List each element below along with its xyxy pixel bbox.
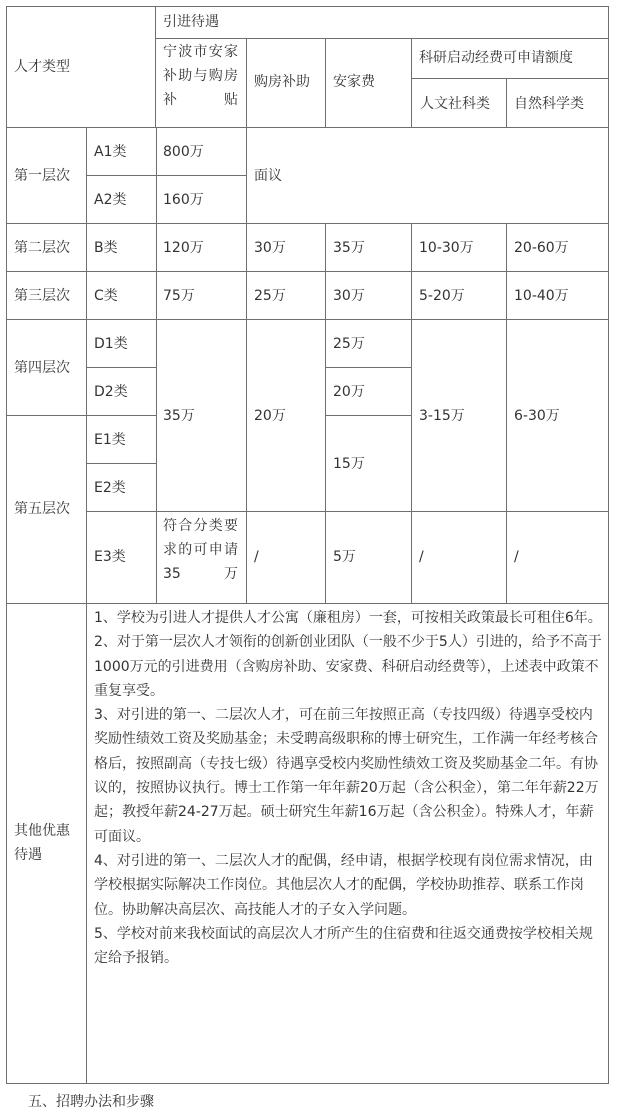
tier1-negotiable: 面议 [254,168,282,184]
table-border [155,6,156,128]
table-border [6,6,7,1084]
d-e-ningbo-value: 35万 [163,408,195,424]
table-border [86,175,247,176]
other-benefit-item-5: 5、学校对前来我校面试的高层次人才所产生的住宿费和往返交通费按学校相关规定给予报销。 [94,925,593,967]
header-ningbo-subsidy: 宁波市安家补助与购房补贴 [163,44,238,108]
table-border [6,127,609,128]
category-a2: A2类 [94,192,127,208]
e3-science-value: / [514,549,519,565]
d-e-housing-value: 20万 [254,408,286,424]
category-d1: D1类 [94,336,128,352]
header-benefits: 引进待遇 [163,14,219,30]
table-border [325,223,326,604]
category-e2: E2类 [94,480,126,496]
category-c: C类 [94,288,118,304]
table-border [608,6,609,1084]
table-border [6,271,609,272]
table-border [6,6,609,7]
b-settling-value: 35万 [333,240,365,256]
table-border [6,319,609,320]
b-housing-value: 30万 [254,240,286,256]
table-border [411,38,412,128]
e3-housing-value: / [254,549,259,565]
other-benefit-item-4: 4、对引进的第一、二层次人才的配偶，经申请，根据学校现有岗位需求情况，由学校根据实际解决工作岗位。其他层次人才的配偶，学校协助推荐、联系工作岗位。协助解决高层次、高技能人才的子女入学问题。 [94,852,593,918]
e3-ningbo-value: 符合分类要求的可申请35万 [163,518,238,582]
table-border [325,367,412,368]
c-ningbo-value: 75万 [163,288,195,304]
table-border [325,38,326,128]
d-e-humanities-value: 3-15万 [419,408,465,424]
c-housing-value: 25万 [254,288,286,304]
category-e1: E1类 [94,432,126,448]
table-border [411,223,412,604]
tier-4-label: 第四层次 [14,360,70,376]
category-b: B类 [94,240,118,256]
e-settling-value: 15万 [333,456,365,472]
table-border [411,78,609,79]
d-e-science-value: 6-30万 [514,408,560,424]
table-border [6,415,157,416]
b-humanities-value: 10-30万 [419,240,474,256]
table-border [86,463,157,464]
header-settling-fee: 安家费 [333,74,375,90]
section-heading: 五、招聘办法和步骤 [28,1094,154,1110]
b-ningbo-value: 120万 [163,240,204,256]
a2-ningbo-value: 160万 [163,192,204,208]
header-research-funds: 科研启动经费可申请额度 [419,50,573,66]
category-d2: D2类 [94,384,128,400]
c-science-value: 10-40万 [514,288,569,304]
header-housing-subsidy: 购房补助 [254,74,310,90]
table-border [6,1083,609,1084]
table-border [155,38,609,39]
other-benefits-label: 其他优惠待遇 [14,823,70,863]
d1-settling-value: 25万 [333,336,365,352]
other-benefit-item-2: 2、对于第一层次人才领衔的创新创业团队（一般不少于5人）引进的，给予不高于1000万元的引进费用（含购房补助、安家费、科研启动经费等），上述表中政策不重复享受。 [94,634,602,699]
table-border [86,127,87,1084]
header-talent-type: 人才类型 [14,59,70,75]
c-settling-value: 30万 [333,288,365,304]
table-border [506,78,507,128]
table-border [156,127,157,604]
header-humanities: 人文社科类 [420,96,490,112]
category-a1: A1类 [94,144,127,160]
table-border [246,38,247,604]
header-natural-science: 自然科学类 [514,96,584,112]
other-benefits-list [94,606,606,970]
e3-humanities-value: / [419,549,424,565]
category-e3: E3类 [94,549,126,565]
table-border [506,223,507,604]
a1-ningbo-value: 800万 [163,144,204,160]
tier-1-label: 第一层次 [14,168,70,184]
table-border [86,367,157,368]
table-border [86,511,609,512]
table-border [325,415,412,416]
table-border [6,603,609,604]
table-border [6,223,609,224]
tier-3-label: 第三层次 [14,288,70,304]
b-science-value: 20-60万 [514,240,569,256]
tier-2-label: 第二层次 [14,240,70,256]
other-benefit-item-1: 1、学校为引进人才提供人才公寓（廉租房）一套，可按相关政策最长可租住6年。 [94,610,602,626]
tier-5-label: 第五层次 [14,501,70,517]
c-humanities-value: 5-20万 [419,288,465,304]
d2-settling-value: 20万 [333,384,365,400]
other-benefit-item-3: 3、对引进的第一、二层次人才，可在前三年按照正高（专技四级）待遇享受校内奖励性绩效工资及奖励基金；未受聘高级职称的博士研究生，工作满一年经考核合格后，按照副高（专技七级）待遇享受校内奖励性绩效工资及奖励基金二年。有协议的，按照协议执行。博士工作第一年年薪20万起（含公积金），第二年年薪22万起；教授年薪24-27万起。硕士研究生年薪16万起（含公积金）。特殊人才，年薪可面议。 [94,707,599,845]
e3-settling-value: 5万 [333,549,356,565]
